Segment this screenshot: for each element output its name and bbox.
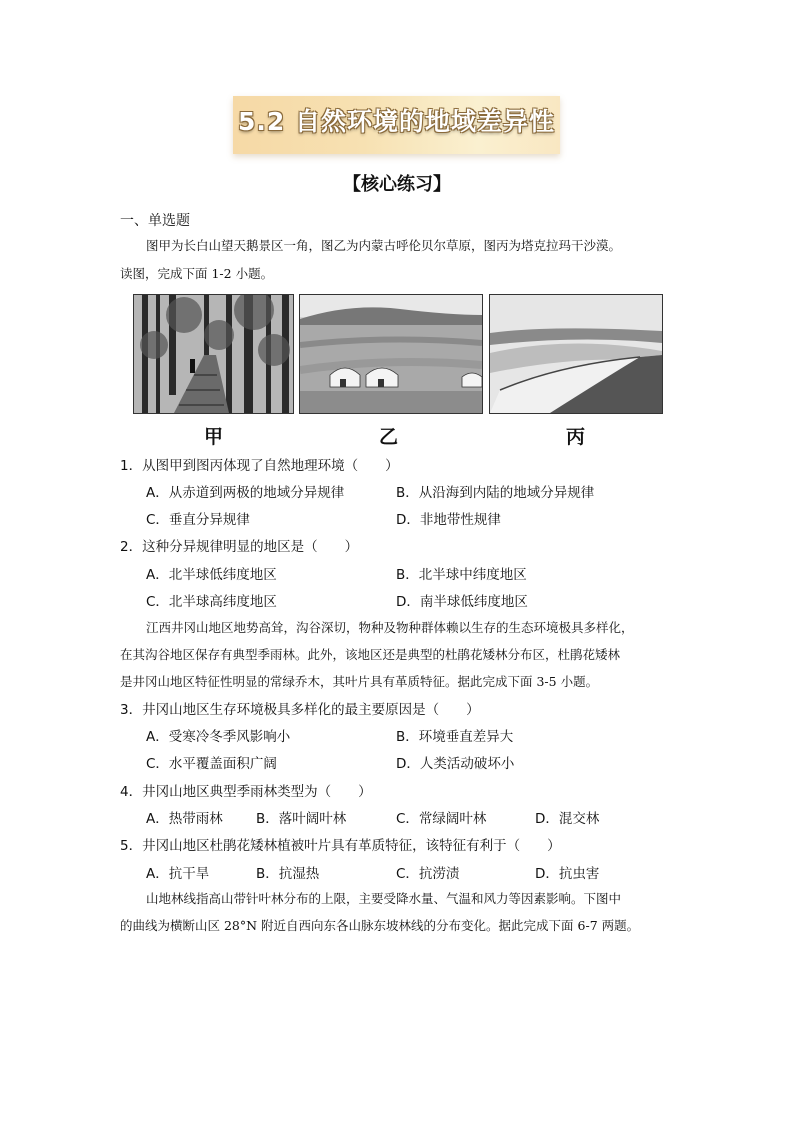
- caption-jia: 甲: [204, 426, 224, 448]
- question-3-option-c[interactable]: C．水平覆盖面积广阔: [146, 756, 277, 772]
- caption-bing: 丙: [566, 426, 586, 448]
- intro3-line2: 的曲线为横断山区 28°N 附近自西向东各山脉东坡林线的分布变化。据此完成下面 6-7 两题。: [120, 918, 640, 933]
- title-banner: [233, 96, 560, 154]
- intro3-line1: 山地林线指高山带针叶林分布的上限，主要受降水量、气温和风力等因素影响。下图中: [146, 891, 622, 906]
- question-2-option-c[interactable]: C．北半球高纬度地区: [146, 594, 277, 610]
- question-4-option-c[interactable]: C．常绿阔叶林: [396, 811, 487, 827]
- question-2-option-d[interactable]: D．南半球低纬度地区: [396, 594, 528, 610]
- intro2-line1: 江西井冈山地区地势高耸，沟谷深切，物种及物种群体赖以生存的生态环境极具多样化，: [146, 620, 634, 635]
- question-5-option-c[interactable]: C．抗涝渍: [396, 866, 460, 882]
- question-1-option-b[interactable]: B．从沿海到内陆的地域分异规律: [396, 485, 595, 501]
- question-3-stem: 3．井冈山地区生存环境极具多样化的最主要原因是（ ）: [120, 702, 480, 718]
- question-2-option-a[interactable]: A．北半球低纬度地区: [146, 567, 277, 583]
- page-title: 5.2 自然环境的地域差异性: [238, 107, 555, 136]
- question-1-stem: 1．从图甲到图丙体现了自然地理环境（ ）: [120, 458, 399, 474]
- question-3-option-a[interactable]: A．受寒冷冬季风影响小: [146, 729, 291, 745]
- intro2-line3: 是井冈山地区特征性明显的常绿乔木，其叶片具有革质特征。据此完成下面 3-5 小题。: [120, 674, 599, 689]
- question-5-option-d[interactable]: D．抗虫害: [535, 866, 600, 882]
- desert-photo: [489, 294, 663, 414]
- question-4-stem: 4．井冈山地区典型季雨林类型为（ ）: [120, 784, 372, 800]
- question-3-option-b[interactable]: B．环境垂直差异大: [396, 729, 514, 745]
- question-2-option-b[interactable]: B．北半球中纬度地区: [396, 567, 527, 583]
- intro2-line2: 在其沟谷地区保存有典型季雨林。此外，该地区还是典型的杜鹃花矮林分布区，杜鹃花矮林: [120, 647, 621, 662]
- question-4-option-b[interactable]: B．落叶阔叶林: [256, 811, 347, 827]
- section-title: 【核心练习】: [343, 174, 451, 195]
- question-5-option-a[interactable]: A．抗干旱: [146, 866, 210, 882]
- question-3-option-d[interactable]: D．人类活动破坏小: [396, 756, 515, 772]
- caption-yi: 乙: [379, 426, 399, 448]
- question-2-stem: 2．这种分异规律明显的地区是（ ）: [120, 539, 359, 555]
- question-4-option-d[interactable]: D．混交林: [535, 811, 600, 827]
- question-1-option-d[interactable]: D．非地带性规律: [396, 512, 501, 528]
- intro1-line1: 图甲为长白山望天鹅景区一角，图乙为内蒙古呼伦贝尔草原，图丙为塔克拉玛干沙漠。: [146, 238, 622, 253]
- grassland-photo: [299, 294, 483, 414]
- question-1-option-c[interactable]: C．垂直分异规律: [146, 512, 250, 528]
- question-4-option-a[interactable]: A．热带雨林: [146, 811, 223, 827]
- intro1-line2: 读图，完成下面 1-2 小题。: [120, 266, 274, 281]
- question-5-option-b[interactable]: B．抗湿热: [256, 866, 320, 882]
- forest-photo: [133, 294, 294, 414]
- part-heading: 一、单选题: [120, 213, 190, 229]
- question-5-stem: 5．井冈山地区杜鹃花矮林植被叶片具有革质特征，该特征有利于（ ）: [120, 838, 561, 854]
- question-1-option-a[interactable]: A．从赤道到两极的地域分异规律: [146, 485, 345, 501]
